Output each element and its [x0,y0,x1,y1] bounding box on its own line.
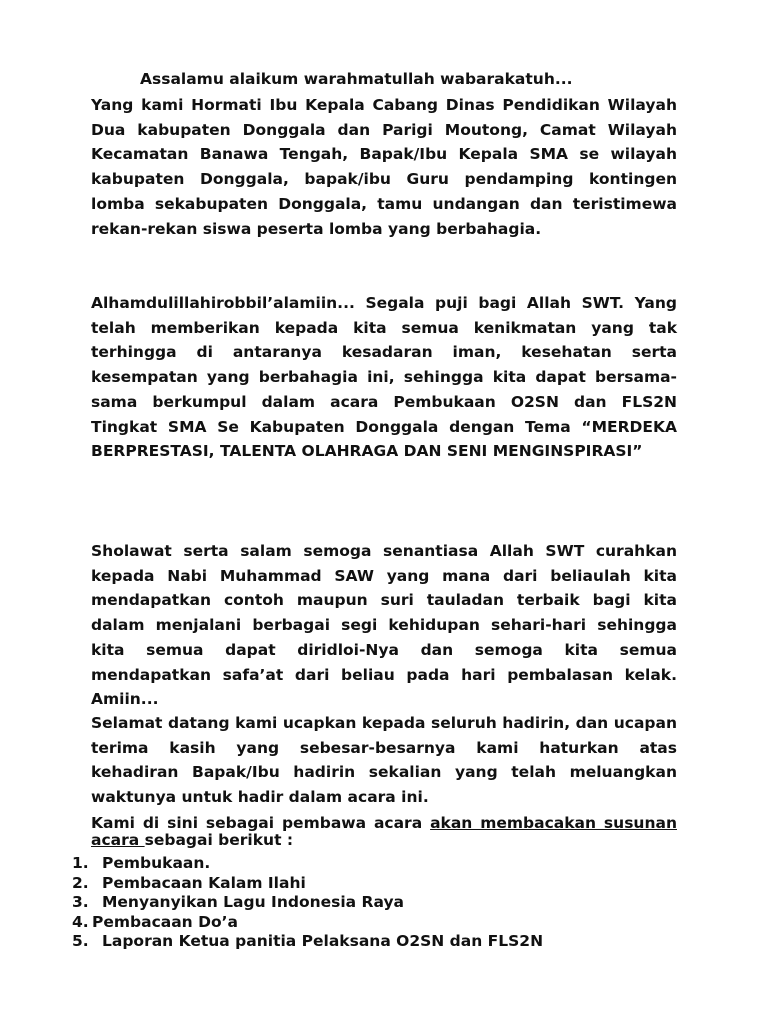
list-item-text: Menyanyikan Lagu Indonesia Raya [102,893,405,911]
list-item [72,874,543,894]
paragraph-welcome: Selamat datang kami ucapkan kepada seluruh hadirin, dan ucapan terima kasih yang sebesar-besarnya kami haturkan atas kehadiran Bapak/Ibu hadirin sekalian yang telah meluangkan waktunya untuk hadir dalam acara ini. [91,714,677,807]
list-item-number: 3. [72,893,89,911]
list-item [72,854,543,874]
list-item-number: 2. [72,873,89,892]
list-item-text: Pembacaan Do’a [92,912,238,931]
list-item-text: Laporan Ketua panitia Pelaksana O2SN dan FLS2N [102,932,544,950]
agenda-intro-end: sebagai berikut : [144,831,294,849]
list-item [72,913,543,933]
list-item [72,932,543,952]
list-item-text: Pembukaan. [102,854,211,872]
agenda-intro-underlined: akan membacakan susunan acara [91,814,677,849]
list-item-number: 4. [72,912,89,931]
paragraph-salutation: Yang kami Hormati Ibu Kepala Cabang Dinas Pendidikan Wilayah Dua kabupaten Donggala dan Parigi Moutong, Camat Wilayah Kecamatan Banawa Tengah, Bapak/Ibu Kepala SMA se wilayah kabupaten Donggala, bapak/ibu Guru pendamping kontingen lomba sekabupaten Donggala, tamu undangan dan teristimewa rekan-rekan siswa peserta lomba yang berbahagia. [91,96,677,238]
agenda-intro-start: Kami di sini sebagai pembawa acara [91,814,431,832]
paragraph-praise: Alhamdulillahirobbil’alamiin... Segala puji bagi Allah SWT. Yang telah memberikan kepada kita semua kenikmatan yang tak terhingga di antaranya kesadaran iman, kesehatan serta kesempatan yang berbahagia ini, sehingga kita dapat bersama-sama berkumpul dalam acara Pembukaan O2SN dan FLS2N Tingkat SMA Se Kabupaten Donggala dengan Tema “MERDEKA BERPRESTASI, TALENTA OLAHRAGA DAN SENI MENGINSPIRASI” [91,294,677,461]
paragraph-sholawat: Sholawat serta salam semoga senantiasa Allah SWT curahkan kepada Nabi Muhammad SAW yang mana dari beliaulah kita mendapatkan contoh maupun suri tauladan terbaik bagi kita dalam menjalani berbagai segi kehidupan sehari-hari sehingga kita semua dapat diridloi-Nya dan semoga kita semua mendapatkan safa’at dari beliau pada hari pembalasan kelak. Amiin... [91,542,677,709]
paragraph-agenda-intro [91,815,677,849]
greeting-line: Assalamu alaikum warahmatullah wabarakatuh... [140,70,573,88]
list-item [72,893,543,913]
list-item-number: 1. [72,854,89,872]
agenda-list [72,854,543,952]
list-item-number: 5. [72,932,89,950]
list-item-text: Pembacaan Kalam Ilahi [102,873,306,892]
